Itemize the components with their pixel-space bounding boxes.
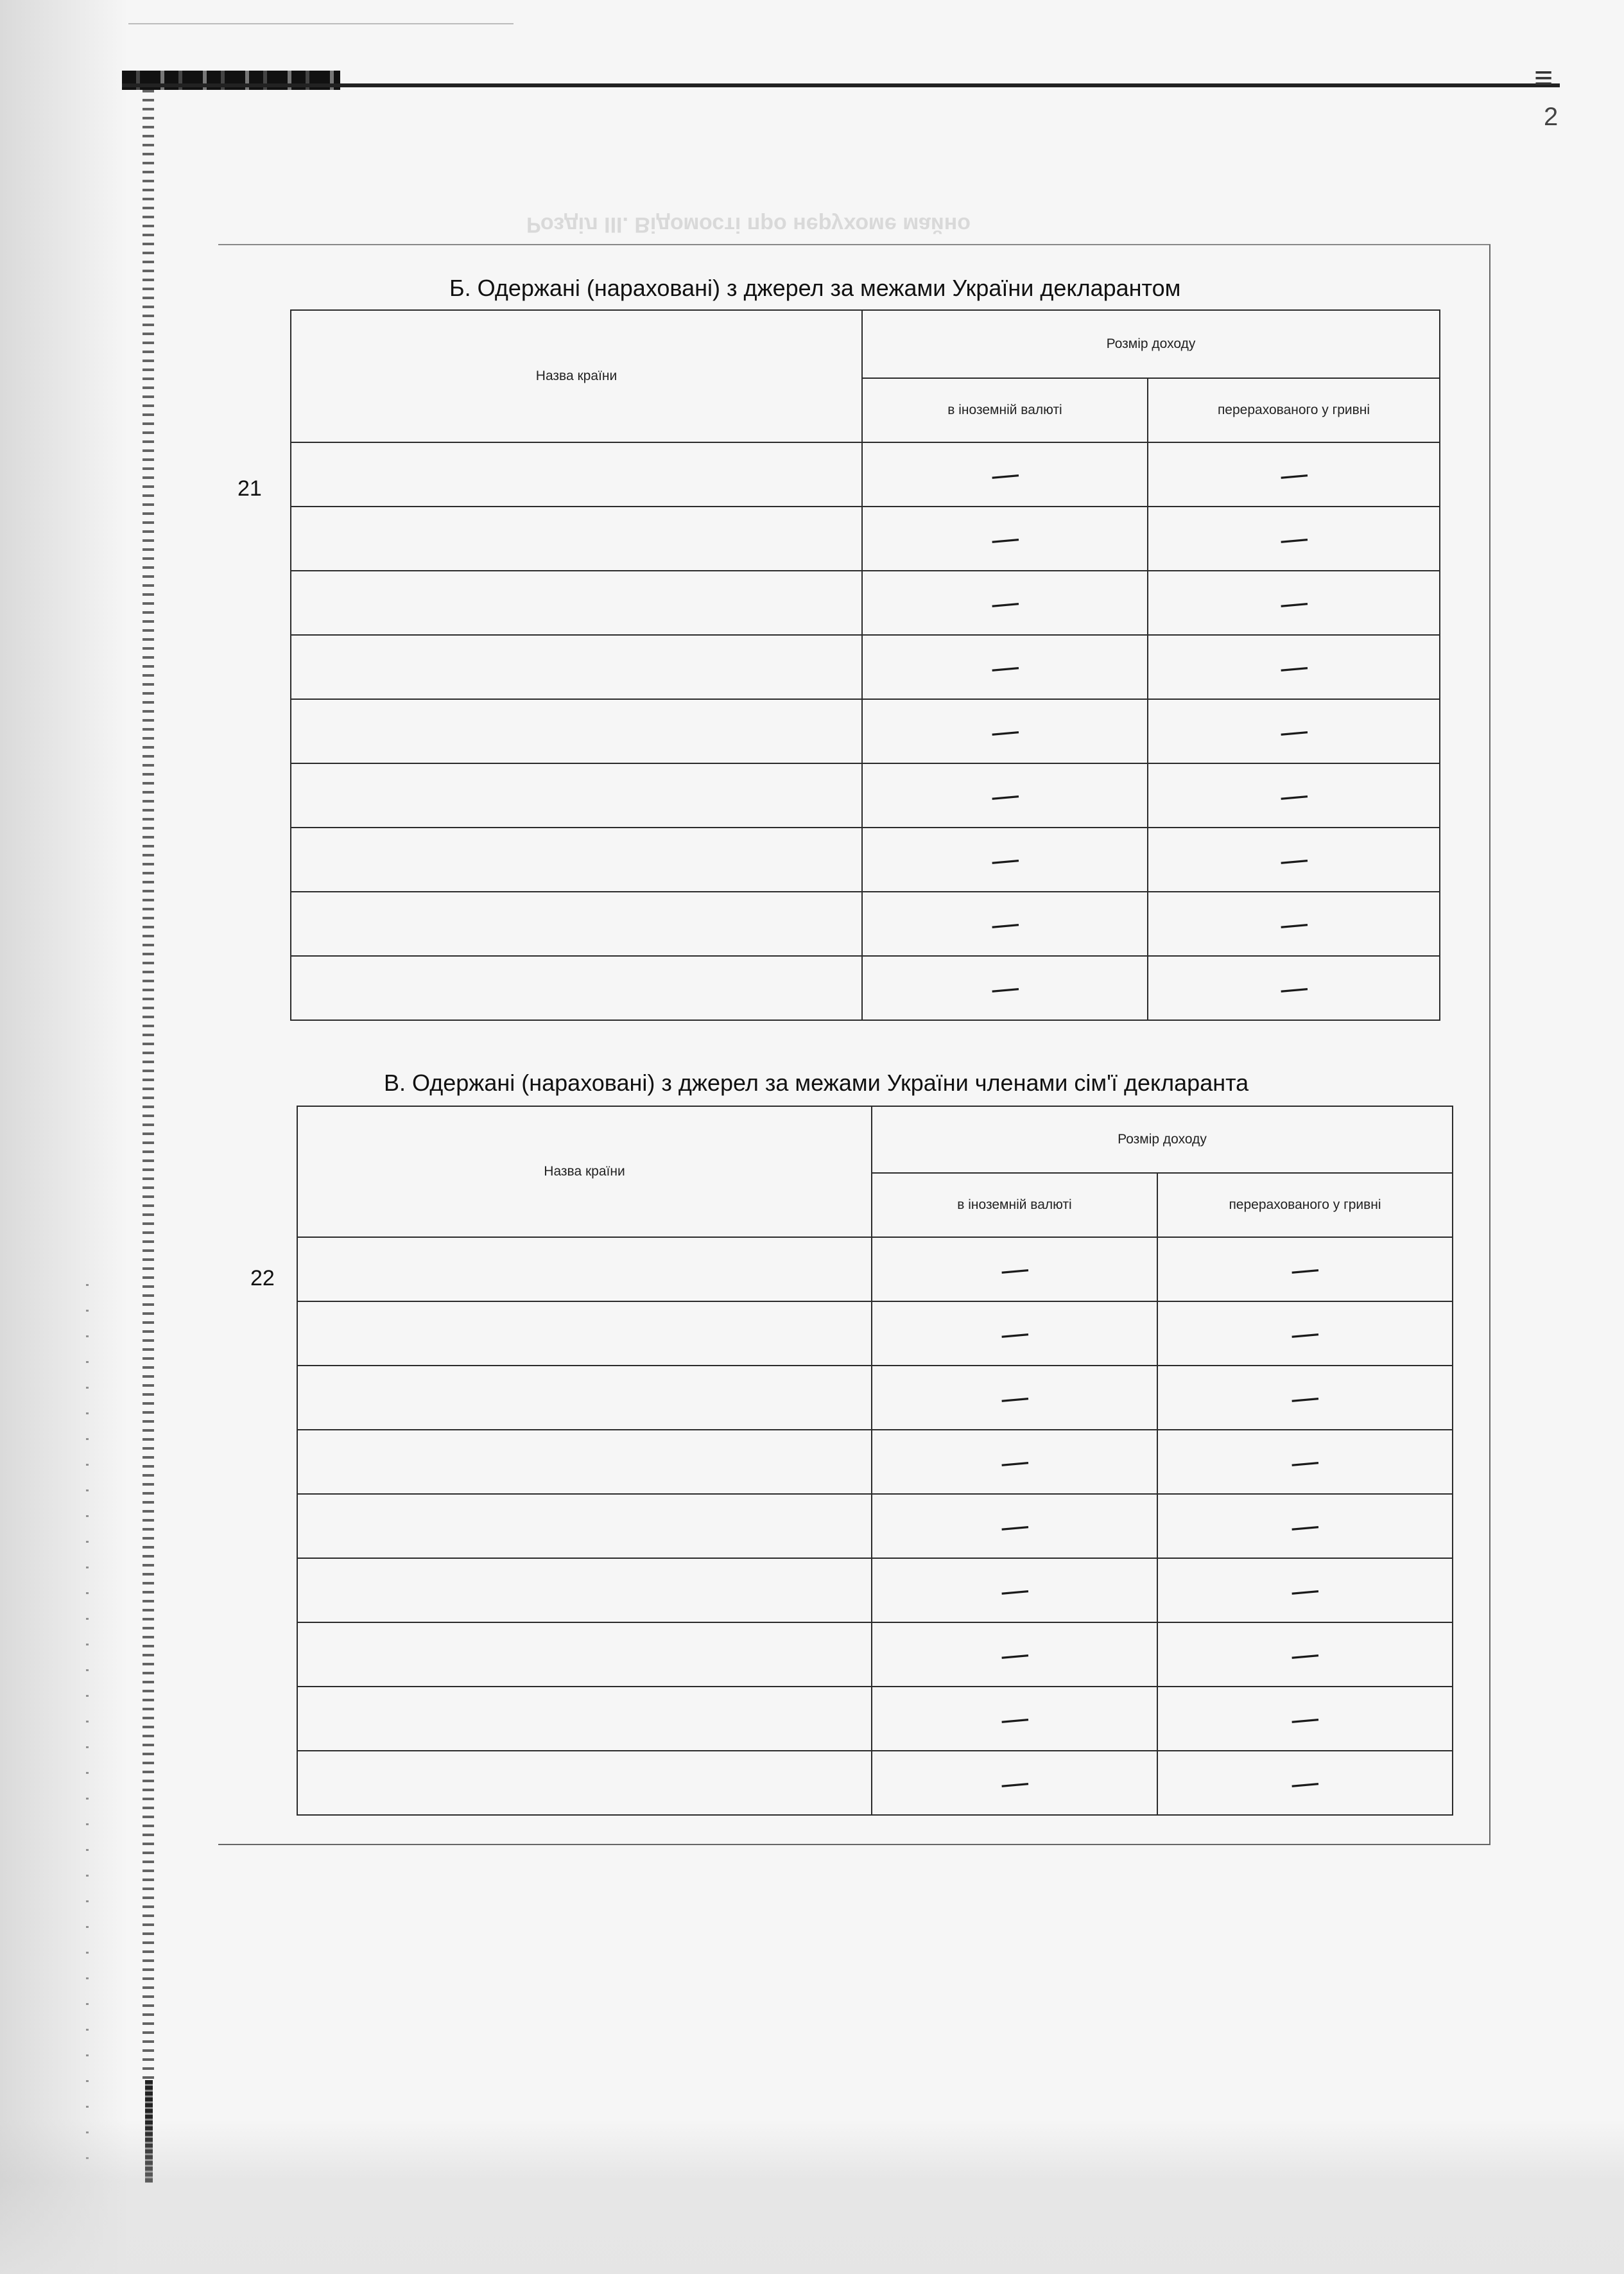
uah-cell [1148,507,1440,571]
table-row [297,1237,1453,1301]
country-cell [297,1301,872,1366]
uah-cell [1148,699,1440,763]
empty-dash: — [998,1507,1031,1545]
uah-cell [1148,635,1440,699]
header-income-size: Розмір доходу [862,310,1440,378]
empty-dash: — [1277,969,1310,1007]
corner-page-number: 2 [1544,103,1559,131]
foreign-currency-cell [872,1558,1157,1622]
empty-dash: — [1288,1764,1322,1801]
table-row [297,1558,1453,1622]
country-cell [297,1622,872,1687]
empty-dash: — [1277,905,1310,942]
section-b-row-number: 21 [238,476,262,501]
country-cell [291,507,862,571]
table-row [291,892,1440,956]
foreign-currency-cell [872,1622,1157,1687]
table-header-row [291,310,1440,378]
foreign-currency-cell [862,442,1148,507]
country-cell [297,1494,872,1558]
country-cell [291,635,862,699]
empty-dash: — [1277,841,1310,878]
country-cell [297,1751,872,1815]
uah-cell [1148,828,1440,892]
empty-dash: — [1288,1443,1322,1480]
table-row [291,828,1440,892]
empty-dash: — [998,1443,1031,1480]
foreign-currency-cell [862,571,1148,635]
table-header-row [297,1106,1453,1173]
uah-cell [1157,1622,1453,1687]
scan-artifact-line [128,23,514,24]
table-row [291,507,1440,571]
foreign-currency-cell [872,1301,1157,1366]
country-cell [291,956,862,1020]
header-country: Назва країни [297,1106,872,1237]
binding-holes-strip [143,90,154,2080]
section-v-row-number: 22 [250,1266,275,1290]
country-cell [297,1687,872,1751]
empty-dash: — [989,905,1021,942]
uah-cell [1157,1366,1453,1430]
table-row [291,442,1440,507]
empty-dash: — [1277,777,1310,814]
foreign-currency-cell [872,1751,1157,1815]
foreign-currency-cell [862,507,1148,571]
header-income-size: Розмір доходу [872,1106,1453,1173]
empty-dash: — [1288,1636,1322,1673]
foreign-currency-cell [872,1366,1157,1430]
country-cell [297,1558,872,1622]
section-b-title: Б. Одержані (нараховані) з джерел за межами України декларантом [449,275,1181,301]
empty-dash: — [998,1251,1031,1288]
empty-dash: — [998,1636,1031,1673]
country-cell [291,442,862,507]
country-cell [291,699,862,763]
foreign-currency-cell [872,1687,1157,1751]
empty-dash: — [1277,648,1310,686]
section-b-rows [291,442,1440,1020]
empty-dash: — [1277,584,1310,621]
uah-cell [1157,1751,1453,1815]
table-row [297,1430,1453,1494]
header-country: Назва країни [291,310,862,442]
empty-dash: — [1288,1572,1322,1609]
empty-dash: — [1277,520,1310,557]
section-v-title: В. Одержані (нараховані) з джерел за межами України членами сім'ї декларанта [384,1070,1249,1096]
empty-dash: — [1277,713,1310,750]
header-uah: перерахованого у гривні [1148,378,1440,442]
corner-mark: ≡ [1534,60,1553,96]
header-foreign-currency: в іноземній валюті [862,378,1148,442]
uah-cell [1148,892,1440,956]
empty-dash: — [989,520,1021,557]
table-row [297,1622,1453,1687]
uah-cell [1148,442,1440,507]
foreign-currency-cell [872,1237,1157,1301]
table-row [297,1751,1453,1815]
foreign-currency-cell [862,763,1148,828]
empty-dash: — [989,777,1021,814]
country-cell [291,892,862,956]
uah-cell [1157,1430,1453,1494]
uah-cell [1157,1558,1453,1622]
table-row [291,571,1440,635]
uah-cell [1148,956,1440,1020]
table-row [291,763,1440,828]
left-margin-dots [86,1284,89,2183]
foreign-currency-cell [862,956,1148,1020]
foreign-currency-cell [872,1494,1157,1558]
top-rule [122,83,1560,87]
empty-dash: — [989,841,1021,878]
uah-cell [1157,1687,1453,1751]
uah-cell [1157,1301,1453,1366]
uah-cell [1157,1494,1453,1558]
country-cell [291,828,862,892]
empty-dash: — [1288,1315,1322,1352]
scan-bottom-shadow [0,2119,1624,2274]
empty-dash: — [989,648,1021,686]
country-cell [297,1237,872,1301]
empty-dash: — [998,1315,1031,1352]
empty-dash: — [989,713,1021,750]
empty-dash: — [1288,1251,1322,1288]
empty-dash: — [998,1764,1031,1801]
country-cell [291,571,862,635]
empty-dash: — [1288,1379,1322,1416]
foreign-currency-cell [862,635,1148,699]
scan-edge-shadow [0,0,128,2274]
empty-dash: — [1288,1700,1322,1737]
foreign-currency-cell [862,699,1148,763]
table-row [291,699,1440,763]
country-cell [297,1430,872,1494]
header-foreign-currency: в іноземній валюті [872,1173,1157,1237]
country-cell [291,763,862,828]
empty-dash: — [1277,456,1310,493]
section-b-table [290,309,1440,1021]
empty-dash: — [989,584,1021,621]
country-cell [297,1366,872,1430]
uah-cell [1148,571,1440,635]
foreign-currency-cell [862,892,1148,956]
table-row [297,1687,1453,1751]
empty-dash: — [1288,1507,1322,1545]
table-row [291,956,1440,1020]
table-row [297,1301,1453,1366]
empty-dash: — [998,1379,1031,1416]
header-uah: перерахованого у гривні [1157,1173,1453,1237]
uah-cell [1148,763,1440,828]
bleed-through-heading: Розділ III. Відомості про нерухоме майно [526,213,971,237]
empty-dash: — [989,456,1021,493]
empty-dash: — [989,969,1021,1007]
empty-dash: — [998,1572,1031,1609]
uah-cell [1157,1237,1453,1301]
table-row [297,1494,1453,1558]
foreign-currency-cell [862,828,1148,892]
table-row [291,635,1440,699]
section-v-rows [297,1237,1453,1815]
foreign-currency-cell [872,1430,1157,1494]
section-v-table [297,1106,1453,1816]
empty-dash: — [998,1700,1031,1737]
table-row [297,1366,1453,1430]
